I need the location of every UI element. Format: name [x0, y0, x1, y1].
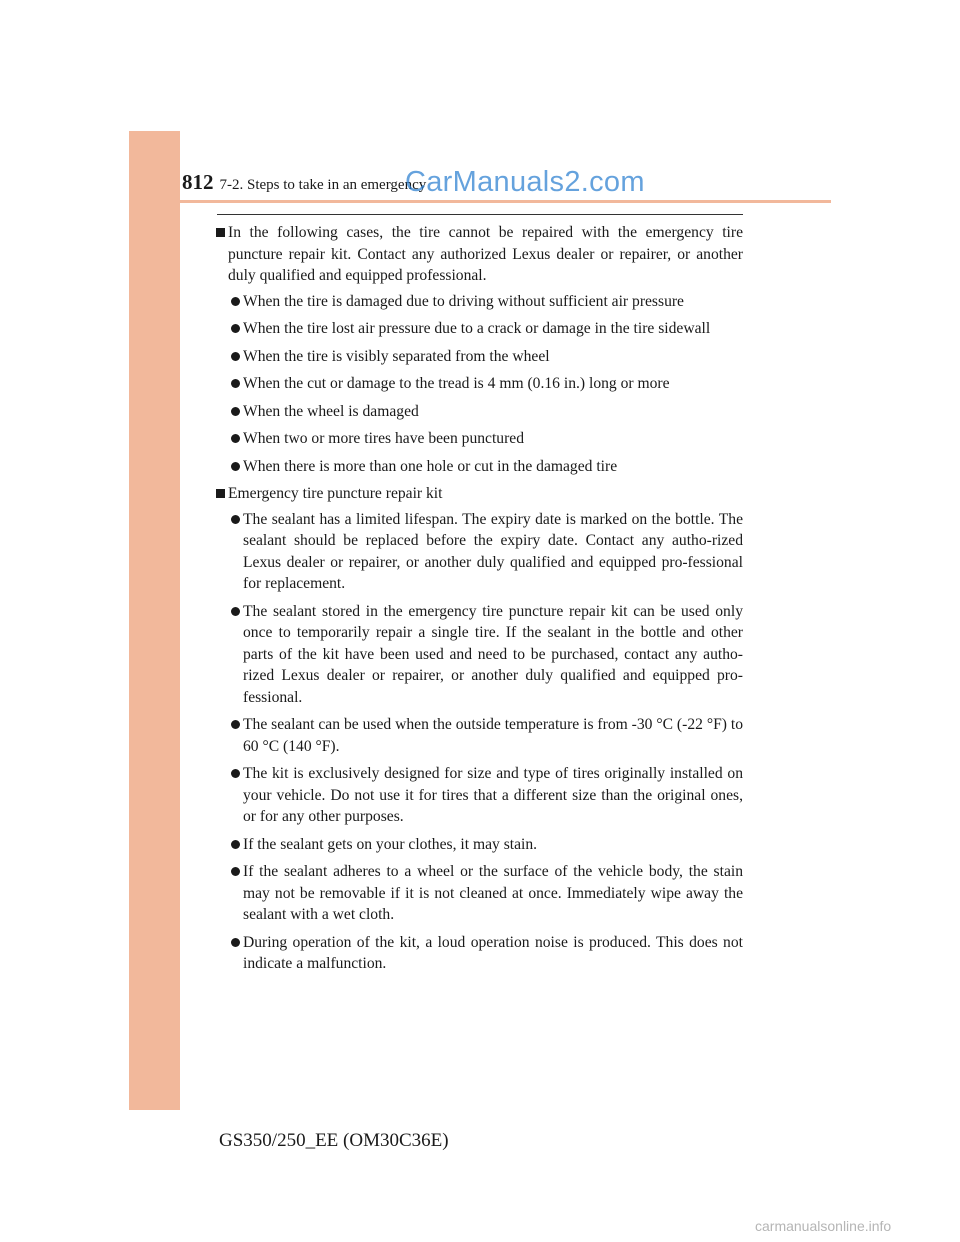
round-bullet-icon	[231, 867, 240, 876]
bullet-item	[216, 714, 743, 757]
round-bullet-icon	[231, 324, 240, 333]
round-bullet-icon	[231, 769, 240, 778]
item-text: In the following cases, the tire cannot be repaired with the emergency tire puncture repair kit. Contact any authorized Lexus dealer or repairer, or another duly qualified and equipped professional.	[228, 224, 743, 284]
item-text: When there is more than one hole or cut in the damaged tire	[243, 457, 618, 475]
section-heading-item	[216, 222, 743, 287]
watermark-logo: CarManuals2.com	[405, 166, 645, 198]
round-bullet-icon	[231, 720, 240, 729]
bullet-item	[216, 346, 743, 368]
item-text: The sealant can be used when the outside temperature is from -30 °C (-22 °F) to 60 °C (140 °F).	[243, 716, 743, 755]
item-text: During operation of the kit, a loud operation noise is produced. This does not indicate a malfunction.	[243, 933, 743, 972]
item-text: When the tire is damaged due to driving without sufficient air pressure	[243, 292, 684, 310]
round-bullet-icon	[231, 462, 240, 471]
section-title: 7-2. Steps to take in an emergency	[219, 177, 427, 193]
footer-model-code: GS350/250_EE (OM30C36E)	[219, 1130, 449, 1151]
round-bullet-icon	[231, 379, 240, 388]
page-header	[182, 170, 426, 198]
item-text: When the wheel is damaged	[243, 402, 419, 420]
round-bullet-icon	[231, 607, 240, 616]
round-bullet-icon	[231, 407, 240, 416]
content-divider	[217, 214, 743, 215]
bullet-item	[216, 509, 743, 595]
header-rule	[180, 200, 831, 203]
item-text: The sealant has a limited lifespan. The expiry date is marked on the bottle. The sealant should be replaced before the expiry date. Contact any autho-rized Lexus dealer or repairer, or another duly qualified and equipped pro-fessional for replacement.	[243, 510, 743, 592]
item-text: When two or more tires have been punctured	[243, 430, 525, 447]
section-heading-item	[216, 483, 743, 505]
square-bullet-icon	[216, 228, 225, 237]
item-text: Emergency tire puncture repair kit	[228, 485, 443, 502]
round-bullet-icon	[231, 840, 240, 849]
round-bullet-icon	[231, 352, 240, 361]
bullet-item	[216, 932, 743, 975]
round-bullet-icon	[231, 434, 240, 443]
bullet-item	[216, 861, 743, 926]
bullet-item	[216, 318, 743, 340]
item-text: If the sealant adheres to a wheel or the surface of the vehicle body, the stain may not be removable if it is not cleaned at once. Immediately wipe away the sealant with a wet cloth.	[243, 863, 743, 923]
bullet-item	[216, 834, 743, 856]
site-watermark: carmanualsonline.info	[755, 1218, 892, 1234]
round-bullet-icon	[231, 938, 240, 947]
round-bullet-icon	[231, 515, 240, 524]
bullet-item	[216, 763, 743, 828]
bullet-item	[216, 428, 743, 450]
item-text: When the tire lost air pressure due to a crack or damage in the tire sidewall	[243, 320, 711, 337]
content-body	[216, 222, 743, 981]
item-text: If the sealant gets on your clothes, it may stain.	[243, 835, 538, 853]
bullet-item	[216, 373, 743, 395]
item-text: The sealant stored in the emergency tire puncture repair kit can be used only once to temporarily repair a single tire. If the sealant in the bottle and other parts of the kit have been used and need to be purchased, contact any autho-rized Lexus dealer or repairer, or another duly qualified and equipped pro-fessional.	[243, 602, 743, 706]
bullet-item	[216, 291, 743, 313]
item-text: When the tire is visibly separated from the wheel	[243, 347, 550, 365]
bullet-item	[216, 401, 743, 423]
item-text: The kit is exclusively designed for size and type of tires originally installed on your vehicle. Do not use it for tires that a different size than the original ones, or for any other purposes.	[243, 765, 743, 825]
item-text: When the cut or damage to the tread is 4 mm (0.16 in.) long or more	[243, 375, 670, 392]
page-number: 812	[182, 170, 214, 194]
square-bullet-icon	[216, 489, 225, 498]
side-color-band	[129, 131, 180, 1110]
bullet-item	[216, 601, 743, 709]
bullet-item	[216, 456, 743, 478]
round-bullet-icon	[231, 297, 240, 306]
